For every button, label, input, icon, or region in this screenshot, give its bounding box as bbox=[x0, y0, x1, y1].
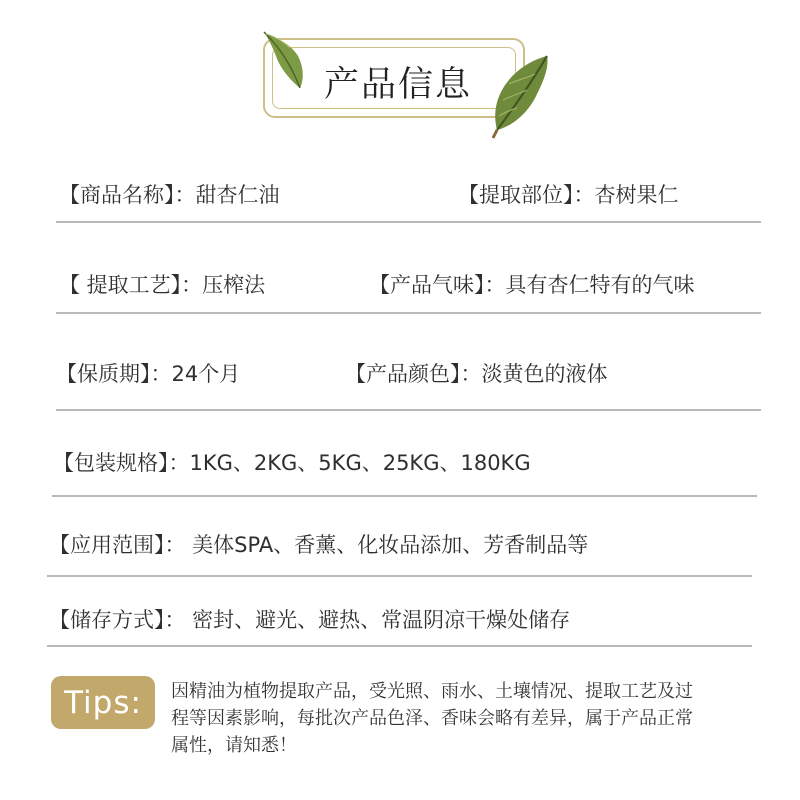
separator-3 bbox=[56, 409, 761, 411]
tips-line-1: 因精油为植物提取产品，受光照、雨水、土壤情况、提取工艺及过 bbox=[171, 681, 693, 702]
package-label: 【包装规格】：1KG、2KG、5KG、25KG、180KG bbox=[53, 451, 531, 475]
separator-5 bbox=[47, 575, 752, 577]
tips-text bbox=[171, 678, 781, 759]
shelf-life-label: 【保质期】：24个月 bbox=[56, 362, 241, 386]
tips-line-2: 程等因素影响，每批次产品色泽、香味会略有差异，属于产品正常 bbox=[171, 708, 693, 729]
extract-name-label: 【商品名称】：甜杏仁油 bbox=[59, 183, 280, 207]
usage-label: 【应用范围】： 美体SPA、香薰、化妆品添加、芳香制品等 bbox=[49, 533, 589, 557]
title-block bbox=[255, 30, 555, 140]
process-label: 【 提取工艺】：压榨法 bbox=[59, 273, 266, 297]
separator-1 bbox=[56, 221, 761, 223]
tips-line-3: 属性，请知悉！ bbox=[171, 735, 297, 756]
extract-part-label: 【提取部位】：杏树果仁 bbox=[458, 183, 679, 207]
tips-badge: Tips: bbox=[51, 676, 155, 729]
leaf-icon-large bbox=[487, 50, 557, 140]
storage-label: 【储存方式】： 密封、避光、避热、常温阴凉干燥处储存 bbox=[49, 608, 571, 632]
separator-6 bbox=[47, 645, 752, 647]
page-title: 产品信息 bbox=[323, 65, 472, 105]
color-label: 【产品颜色】：淡黄色的液体 bbox=[345, 362, 608, 386]
smell-label: 【产品气味】：具有杏仁特有的气味 bbox=[369, 273, 695, 297]
separator-4 bbox=[52, 495, 757, 497]
leaf-icon-small bbox=[260, 28, 310, 93]
separator-2 bbox=[56, 312, 761, 314]
